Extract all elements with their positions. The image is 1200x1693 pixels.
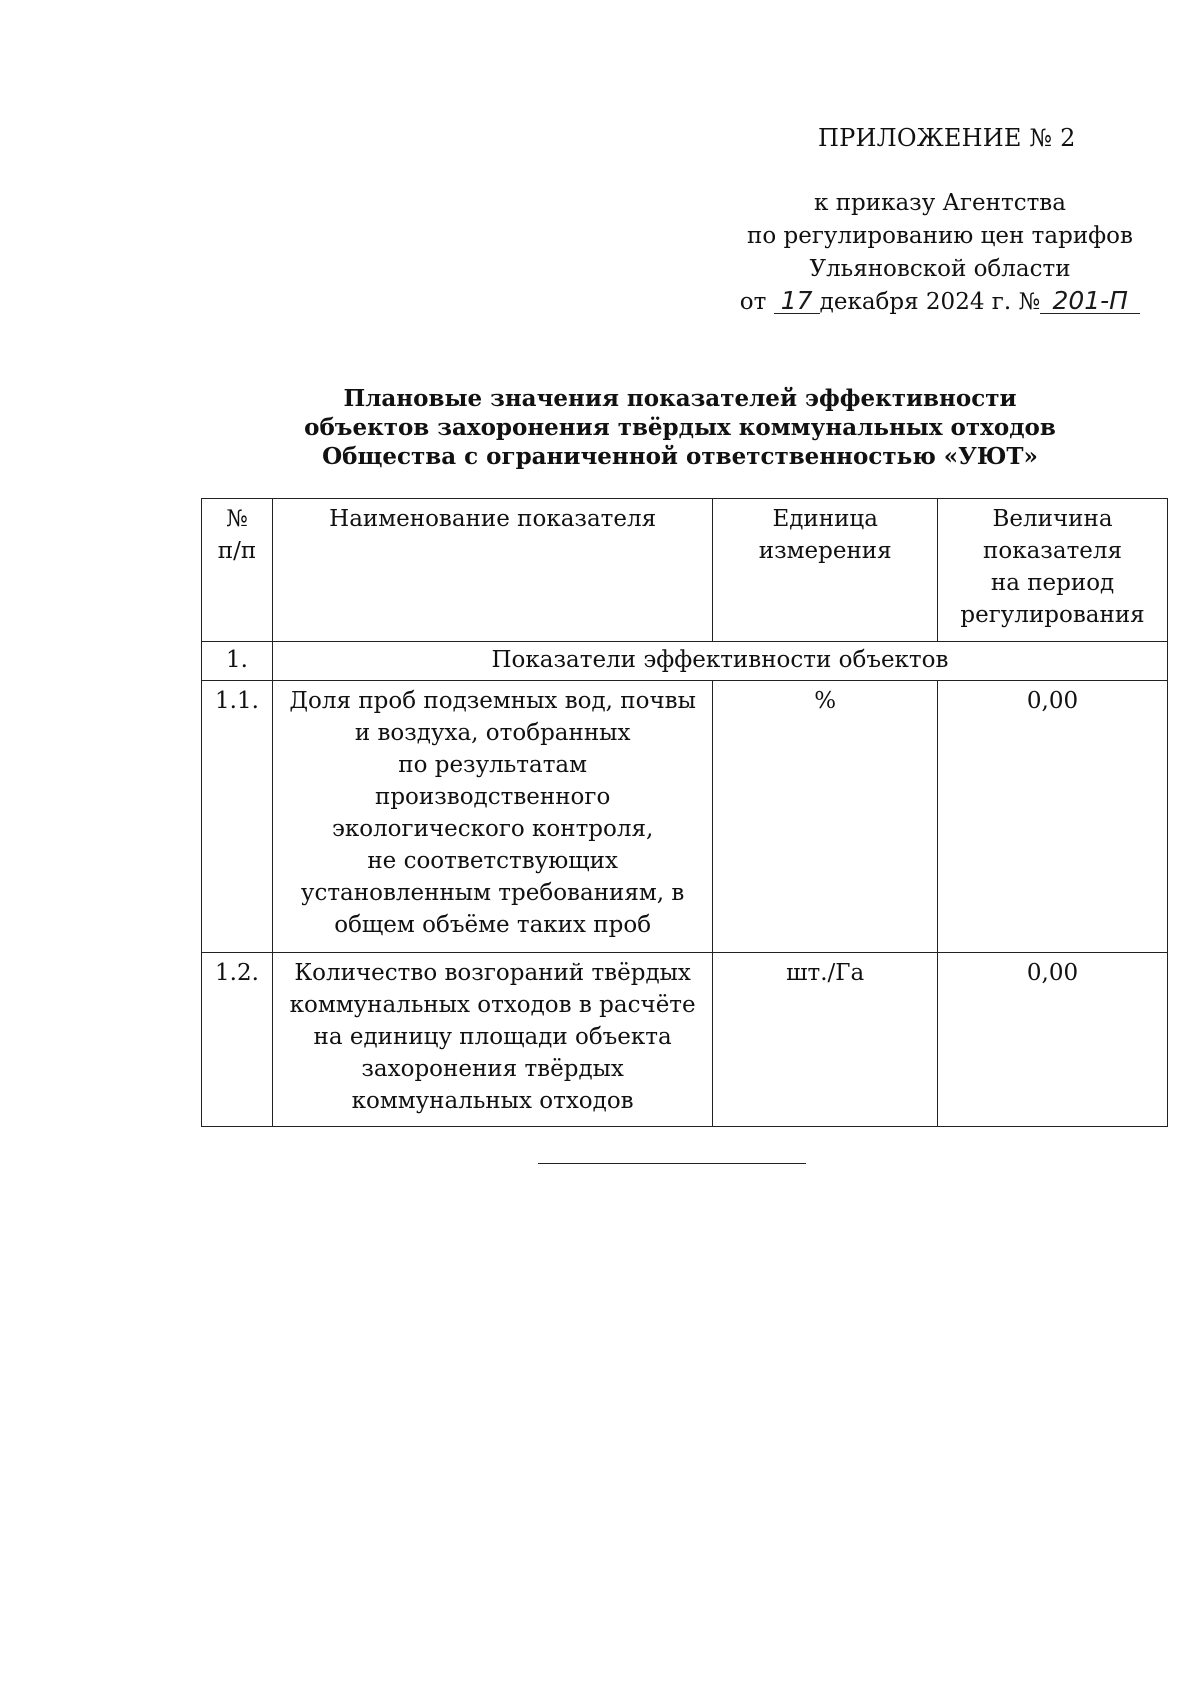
header-value-line-3: на период bbox=[990, 570, 1115, 596]
table-row bbox=[202, 681, 1168, 953]
header-value-cell bbox=[938, 499, 1168, 642]
row-name-line: и воздуха, отобранных bbox=[354, 720, 631, 746]
section-label-cell: Показатели эффективности объектов bbox=[272, 642, 1167, 681]
row-num-cell: 1.2. bbox=[202, 953, 273, 1127]
row-value-cell: 0,00 bbox=[938, 681, 1168, 953]
appendix-title: ПРИЛОЖЕНИЕ № 2 bbox=[818, 124, 1076, 152]
row-name-cell bbox=[272, 681, 712, 953]
header-unit-line-2: измерения bbox=[758, 538, 892, 564]
section-num-cell: 1. bbox=[202, 642, 273, 681]
order-date-prefix: от bbox=[739, 289, 767, 315]
row-name-line: коммунальных отходов bbox=[351, 1088, 634, 1114]
table-row bbox=[202, 953, 1168, 1127]
table-header-row bbox=[202, 499, 1168, 642]
header-num-line-1: № bbox=[226, 506, 248, 532]
row-unit-cell: шт./Га bbox=[713, 953, 938, 1127]
order-reference bbox=[730, 187, 1150, 319]
row-name-line: экологического контроля, bbox=[331, 816, 654, 842]
order-ref-line-1: к приказу Агентства bbox=[814, 190, 1066, 216]
row-name-line: установленным требованиям, в bbox=[300, 880, 685, 906]
row-name-line: Количество возгораний твёрдых bbox=[294, 960, 691, 986]
closing-rule bbox=[538, 1163, 806, 1164]
title-line-3: Общества с ограниченной ответственностью «УЮТ» bbox=[322, 443, 1038, 470]
title-line-2: объектов захоронения твёрдых коммунальных отходов bbox=[304, 414, 1056, 441]
header-num-line-2: п/п bbox=[217, 538, 257, 564]
handwritten-order-number: 201-П bbox=[1040, 289, 1140, 314]
row-num-cell: 1.1. bbox=[202, 681, 273, 953]
order-date-middle: декабря 2024 г. № bbox=[819, 289, 1041, 315]
row-value-cell: 0,00 bbox=[938, 953, 1168, 1127]
order-ref-line-2: по регулированию цен тарифов bbox=[747, 223, 1133, 249]
row-name-cell bbox=[272, 953, 712, 1127]
order-ref-line-3: Ульяновской области bbox=[809, 256, 1071, 282]
header-value-line-1: Величина bbox=[992, 506, 1113, 532]
header-unit-cell bbox=[713, 499, 938, 642]
header-name-cell: Наименование показателя bbox=[272, 499, 712, 642]
title-line-1: Плановые значения показателей эффективности bbox=[343, 385, 1017, 412]
row-name-line: на единицу площади объекта bbox=[313, 1024, 672, 1050]
row-name-line: Доля проб подземных вод, почвы bbox=[289, 688, 696, 714]
row-name-line: захоронения твёрдых bbox=[361, 1056, 624, 1082]
header-unit-line-1: Единица bbox=[772, 506, 878, 532]
row-name-line: производственного bbox=[374, 784, 611, 810]
order-ref-line-4 bbox=[730, 286, 1150, 319]
row-name-line: по результатам bbox=[398, 752, 588, 778]
header-num-cell bbox=[202, 499, 273, 642]
table-section-row bbox=[202, 642, 1168, 681]
row-name-line: коммунальных отходов в расчёте bbox=[289, 992, 696, 1018]
document-title bbox=[180, 384, 1180, 471]
header-value-line-2: показателя bbox=[983, 538, 1123, 564]
handwritten-day: 17 bbox=[774, 289, 820, 314]
indicators-table bbox=[201, 498, 1168, 1127]
header-value-line-4: регулирования bbox=[960, 602, 1145, 628]
row-unit-cell: % bbox=[713, 681, 938, 953]
row-name-line: общем объёме таких проб bbox=[334, 912, 652, 938]
row-name-line: не соответствующих bbox=[367, 848, 618, 874]
